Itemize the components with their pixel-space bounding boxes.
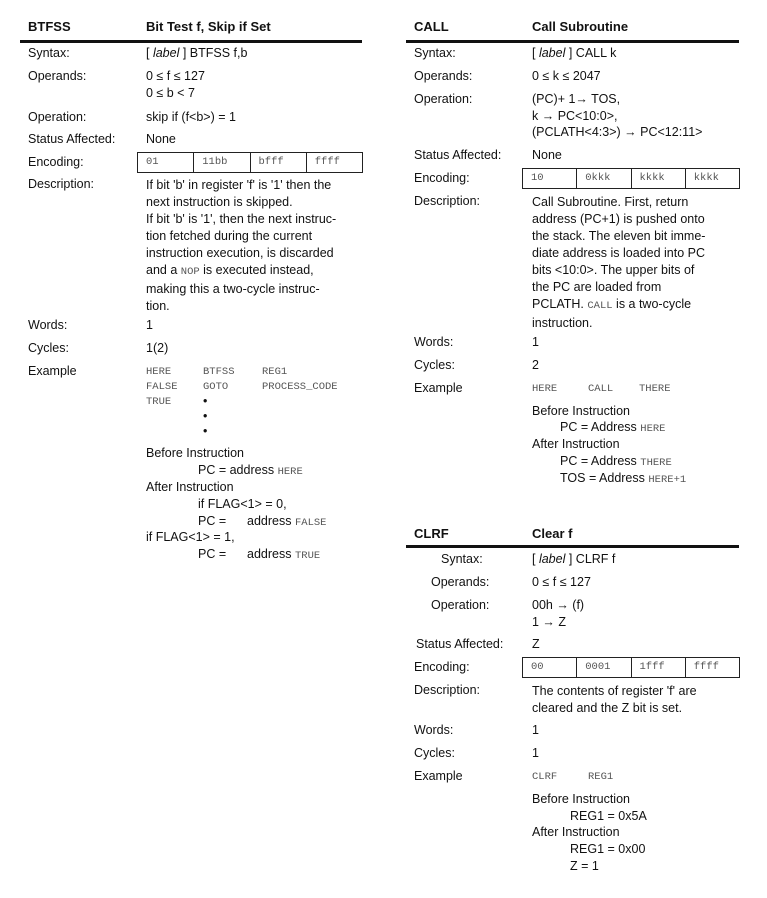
btfss-title: Bit Test f, Skip if Set [146,19,271,34]
btfss-mnemonic: BTFSS [28,19,71,34]
clrf-mnemonic: CLRF [414,526,449,541]
call-pc-after: PC = Address THERE [560,454,672,469]
clrf-words: 1 [532,723,539,737]
btfss-pc-label-false: PC = [198,514,227,528]
clrf-status: Z [532,637,540,651]
btfss-if1: if FLAG<1> = 1, [146,530,235,544]
encoding-cell: 10 [531,172,544,184]
encoding-cell: 1fff [631,658,685,677]
encoding-cell: ffff [685,658,739,677]
clrf-encoding-label: Encoding: [414,660,470,674]
call-syntax-label: Syntax: [414,46,456,60]
call-operands-label: Operands: [414,69,473,83]
btfss-description-label: Description: [28,177,94,191]
clrf-status-label: Status Affected: [416,637,504,651]
call-cycles-label: Cycles: [414,358,455,372]
encoding-cell: ffff [306,153,362,172]
btfss-after: After Instruction [146,480,234,494]
btfss-pc-before: PC = address HERE [198,463,303,478]
encoding-cell: 0kkk [576,169,630,188]
clrf-cycles: 1 [532,746,539,760]
encoding-cell: bfff [250,153,306,172]
btfss-before: Before Instruction [146,446,244,460]
call-words-label: Words: [414,335,454,349]
call-example-label-here: HERE [532,383,558,395]
clrf-syntax-label: Syntax: [441,552,483,566]
clrf-reg1-before: REG1 = 0x5A [570,809,647,823]
btfss-encoding-label: Encoding: [28,155,84,169]
btfss-cycles: 1(2) [146,341,169,355]
btfss-words-label: Words: [28,318,68,332]
call-operation-2: k → PC<10:0>, [532,109,618,123]
clrf-cycles-label: Cycles: [414,746,455,760]
encoding-cell: kkkk [631,169,685,188]
clrf-after: After Instruction [532,825,620,839]
btfss-operands-label: Operands: [28,69,87,83]
encoding-cell: 11bb [193,153,249,172]
clrf-operation-1: 00h → (f) [532,598,585,612]
call-example-op: CALL [588,383,614,395]
btfss-words: 1 [146,318,153,332]
btfss-syntax-label: Syntax: [28,46,70,60]
btfss-operation: skip if (f<b>) = 1 [146,110,236,124]
clrf-title: Clear f [532,526,573,541]
clrf-z-after: Z = 1 [570,859,599,873]
clrf-example-arg: REG1 [588,771,614,783]
call-operation-label: Operation: [414,92,473,106]
call-operands: 0 ≤ k ≤ 2047 [532,69,601,83]
clrf-rule [406,545,739,548]
call-before: Before Instruction [532,404,630,418]
call-syntax: [ label ] CALL k [532,46,617,60]
btfss-rule [20,40,362,43]
call-example-label: Example [414,381,463,395]
clrf-encoding-table [522,657,740,678]
btfss-example-label: Example [28,364,77,378]
encoding-cell: 01 [146,156,159,168]
btfss-description: If bit 'b' in register 'f' is '1' then the next instruction is skipped. If bit 'b' is '1', then the next instruc- tion fetched during the current instruction execution, is discarded and a NOP is executed instead, making this a two-cycle instruc- tion. [146,178,337,313]
call-description: Call Subroutine. First, return address (PC+1) is pushed onto the stack. The eleven bit imme- diate address is loaded into PC bits <10:0>. The upper bits of the PC are loaded from PCLATH. CALL is a two-cycle instruction. [532,195,706,330]
btfss-operand-1: 0 ≤ f ≤ 127 [146,69,205,83]
call-encoding-table [522,168,740,189]
clrf-operation-label: Operation: [431,598,490,612]
clrf-reg1-after: REG1 = 0x00 [570,842,646,856]
clrf-example-op: CLRF [532,771,558,783]
encoding-cell: 00 [531,661,544,673]
call-title: Call Subroutine [532,19,629,34]
btfss-syntax: [ label ] BTFSS f,b [146,46,248,60]
clrf-description: The contents of register 'f' are cleared and the Z bit is set. [532,684,697,715]
btfss-pc-true: address TRUE [247,547,321,562]
clrf-operands-label: Operands: [431,575,490,589]
btfss-status-label: Status Affected: [28,132,116,146]
call-rule [406,40,739,43]
call-example-arg: THERE [639,383,671,395]
call-status: None [532,148,562,162]
btfss-cycles-label: Cycles: [28,341,69,355]
call-words: 1 [532,335,539,349]
clrf-words-label: Words: [414,723,454,737]
clrf-operands: 0 ≤ f ≤ 127 [532,575,591,589]
call-status-label: Status Affected: [414,148,502,162]
btfss-encoding-table [137,152,363,173]
call-pc-before: PC = Address HERE [560,420,666,435]
btfss-pc-false: address FALSE [247,514,327,529]
call-mnemonic: CALL [414,19,449,34]
clrf-description-label: Description: [414,683,480,697]
clrf-before: Before Instruction [532,792,630,806]
clrf-example-label: Example [414,769,463,783]
call-tos-after: TOS = Address HERE+1 [560,471,687,486]
clrf-operation-2: 1 → Z [532,615,567,629]
call-description-label: Description: [414,194,480,208]
call-operation-3: (PCLATH<4:3>) → PC<12:11> [532,125,703,139]
btfss-operation-label: Operation: [28,110,87,124]
call-operation-1: (PC)+ 1→ TOS, [532,92,621,106]
btfss-pc-label-true: PC = [198,547,227,561]
call-encoding-label: Encoding: [414,171,470,185]
btfss-status: None [146,132,176,146]
clrf-syntax: [ label ] CLRF f [532,552,616,566]
btfss-operand-2: 0 ≤ b < 7 [146,86,195,100]
call-after: After Instruction [532,437,620,451]
encoding-cell: 0001 [576,658,630,677]
encoding-cell: kkkk [685,169,739,188]
btfss-if0: if FLAG<1> = 0, [198,497,287,511]
call-cycles: 2 [532,358,539,372]
